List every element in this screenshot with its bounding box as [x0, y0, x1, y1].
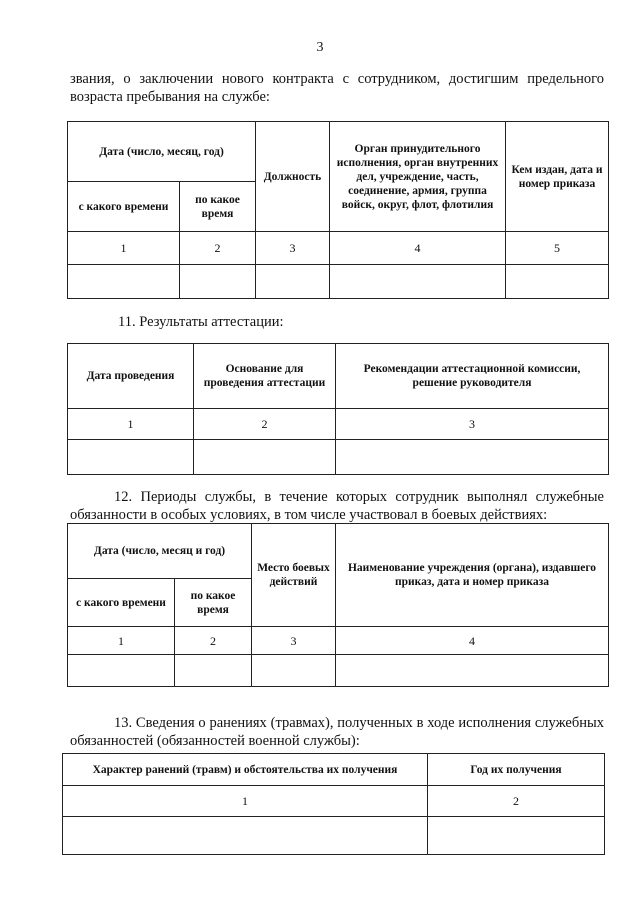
- to-header: по какое время: [180, 182, 256, 232]
- section-13-title: 13. Сведения о ранениях (травмах), полученных в ходе исполнения служебных обязанностей (обязанностей военной службы):: [70, 715, 604, 749]
- table-row: [63, 817, 605, 855]
- empty-cell: [63, 817, 428, 855]
- empty-cell: [256, 265, 330, 299]
- special-conditions-table: [67, 523, 609, 687]
- column-number: 2: [194, 409, 336, 440]
- column-number: 3: [252, 627, 336, 655]
- empty-cell: [428, 817, 605, 855]
- column-number: 2: [428, 786, 605, 817]
- column-number: 1: [63, 786, 428, 817]
- column-number: 5: [506, 232, 609, 265]
- empty-cell: [252, 655, 336, 687]
- recommendation-header: Рекомендации аттестационной комиссии, решение руководителя: [336, 344, 609, 409]
- column-number: 2: [175, 627, 252, 655]
- place-header: Место боевых действий: [252, 524, 336, 627]
- service-history-table: [67, 121, 609, 299]
- character-header: Характер ранений (травм) и обстоятельства их получения: [63, 754, 428, 786]
- empty-cell: [68, 265, 180, 299]
- date-header: Дата (число, месяц, год): [68, 122, 256, 182]
- column-number: 4: [336, 627, 609, 655]
- column-number: 4: [330, 232, 506, 265]
- column-number: 1: [68, 232, 180, 265]
- basis-header: Основание для проведения аттестации: [194, 344, 336, 409]
- empty-cell: [68, 440, 194, 475]
- empty-cell: [180, 265, 256, 299]
- attestation-table: [67, 343, 609, 475]
- table-row: [68, 265, 609, 299]
- table-row: [68, 440, 609, 475]
- empty-cell: [336, 655, 609, 687]
- empty-cell: [336, 440, 609, 475]
- column-number: 3: [256, 232, 330, 265]
- column-number: 1: [68, 409, 194, 440]
- intro-text: звания, о заключении нового контракта с сотрудником, достигшим предельного возраста пребывания на службе:: [70, 71, 604, 105]
- issuer-header: Кем издан, дата и номер приказа: [506, 122, 609, 232]
- year-header: Год их получения: [428, 754, 605, 786]
- column-number: 3: [336, 409, 609, 440]
- organization-header: Наименование учреждения (органа), издавшего приказ, дата и номер приказа: [336, 524, 609, 627]
- from-header: с какого времени: [68, 579, 175, 627]
- empty-cell: [175, 655, 252, 687]
- empty-cell: [194, 440, 336, 475]
- date-header: Дата (число, месяц и год): [68, 524, 252, 579]
- column-number: 1: [68, 627, 175, 655]
- date-header: Дата проведения: [68, 344, 194, 409]
- empty-cell: [68, 655, 175, 687]
- page-number: 3: [316, 40, 324, 55]
- from-header: с какого времени: [68, 182, 180, 232]
- column-number: 2: [180, 232, 256, 265]
- injuries-table: [62, 753, 605, 855]
- section-11-title: 11. Результаты аттестации:: [118, 314, 284, 330]
- position-header: Должность: [256, 122, 330, 232]
- organ-header: Орган принудительного исполнения, орган внутренних дел, учреждение, часть, соединение, армия, группа войск, округ, флот, флотилия: [330, 122, 506, 232]
- empty-cell: [506, 265, 609, 299]
- to-header: по какое время: [175, 579, 252, 627]
- table-row: [68, 655, 609, 687]
- section-12-title: 12. Периоды службы, в течение которых сотрудник выполнял служебные обязанности в особых условиях, в том числе участвовал в боевых действиях:: [70, 489, 604, 523]
- empty-cell: [330, 265, 506, 299]
